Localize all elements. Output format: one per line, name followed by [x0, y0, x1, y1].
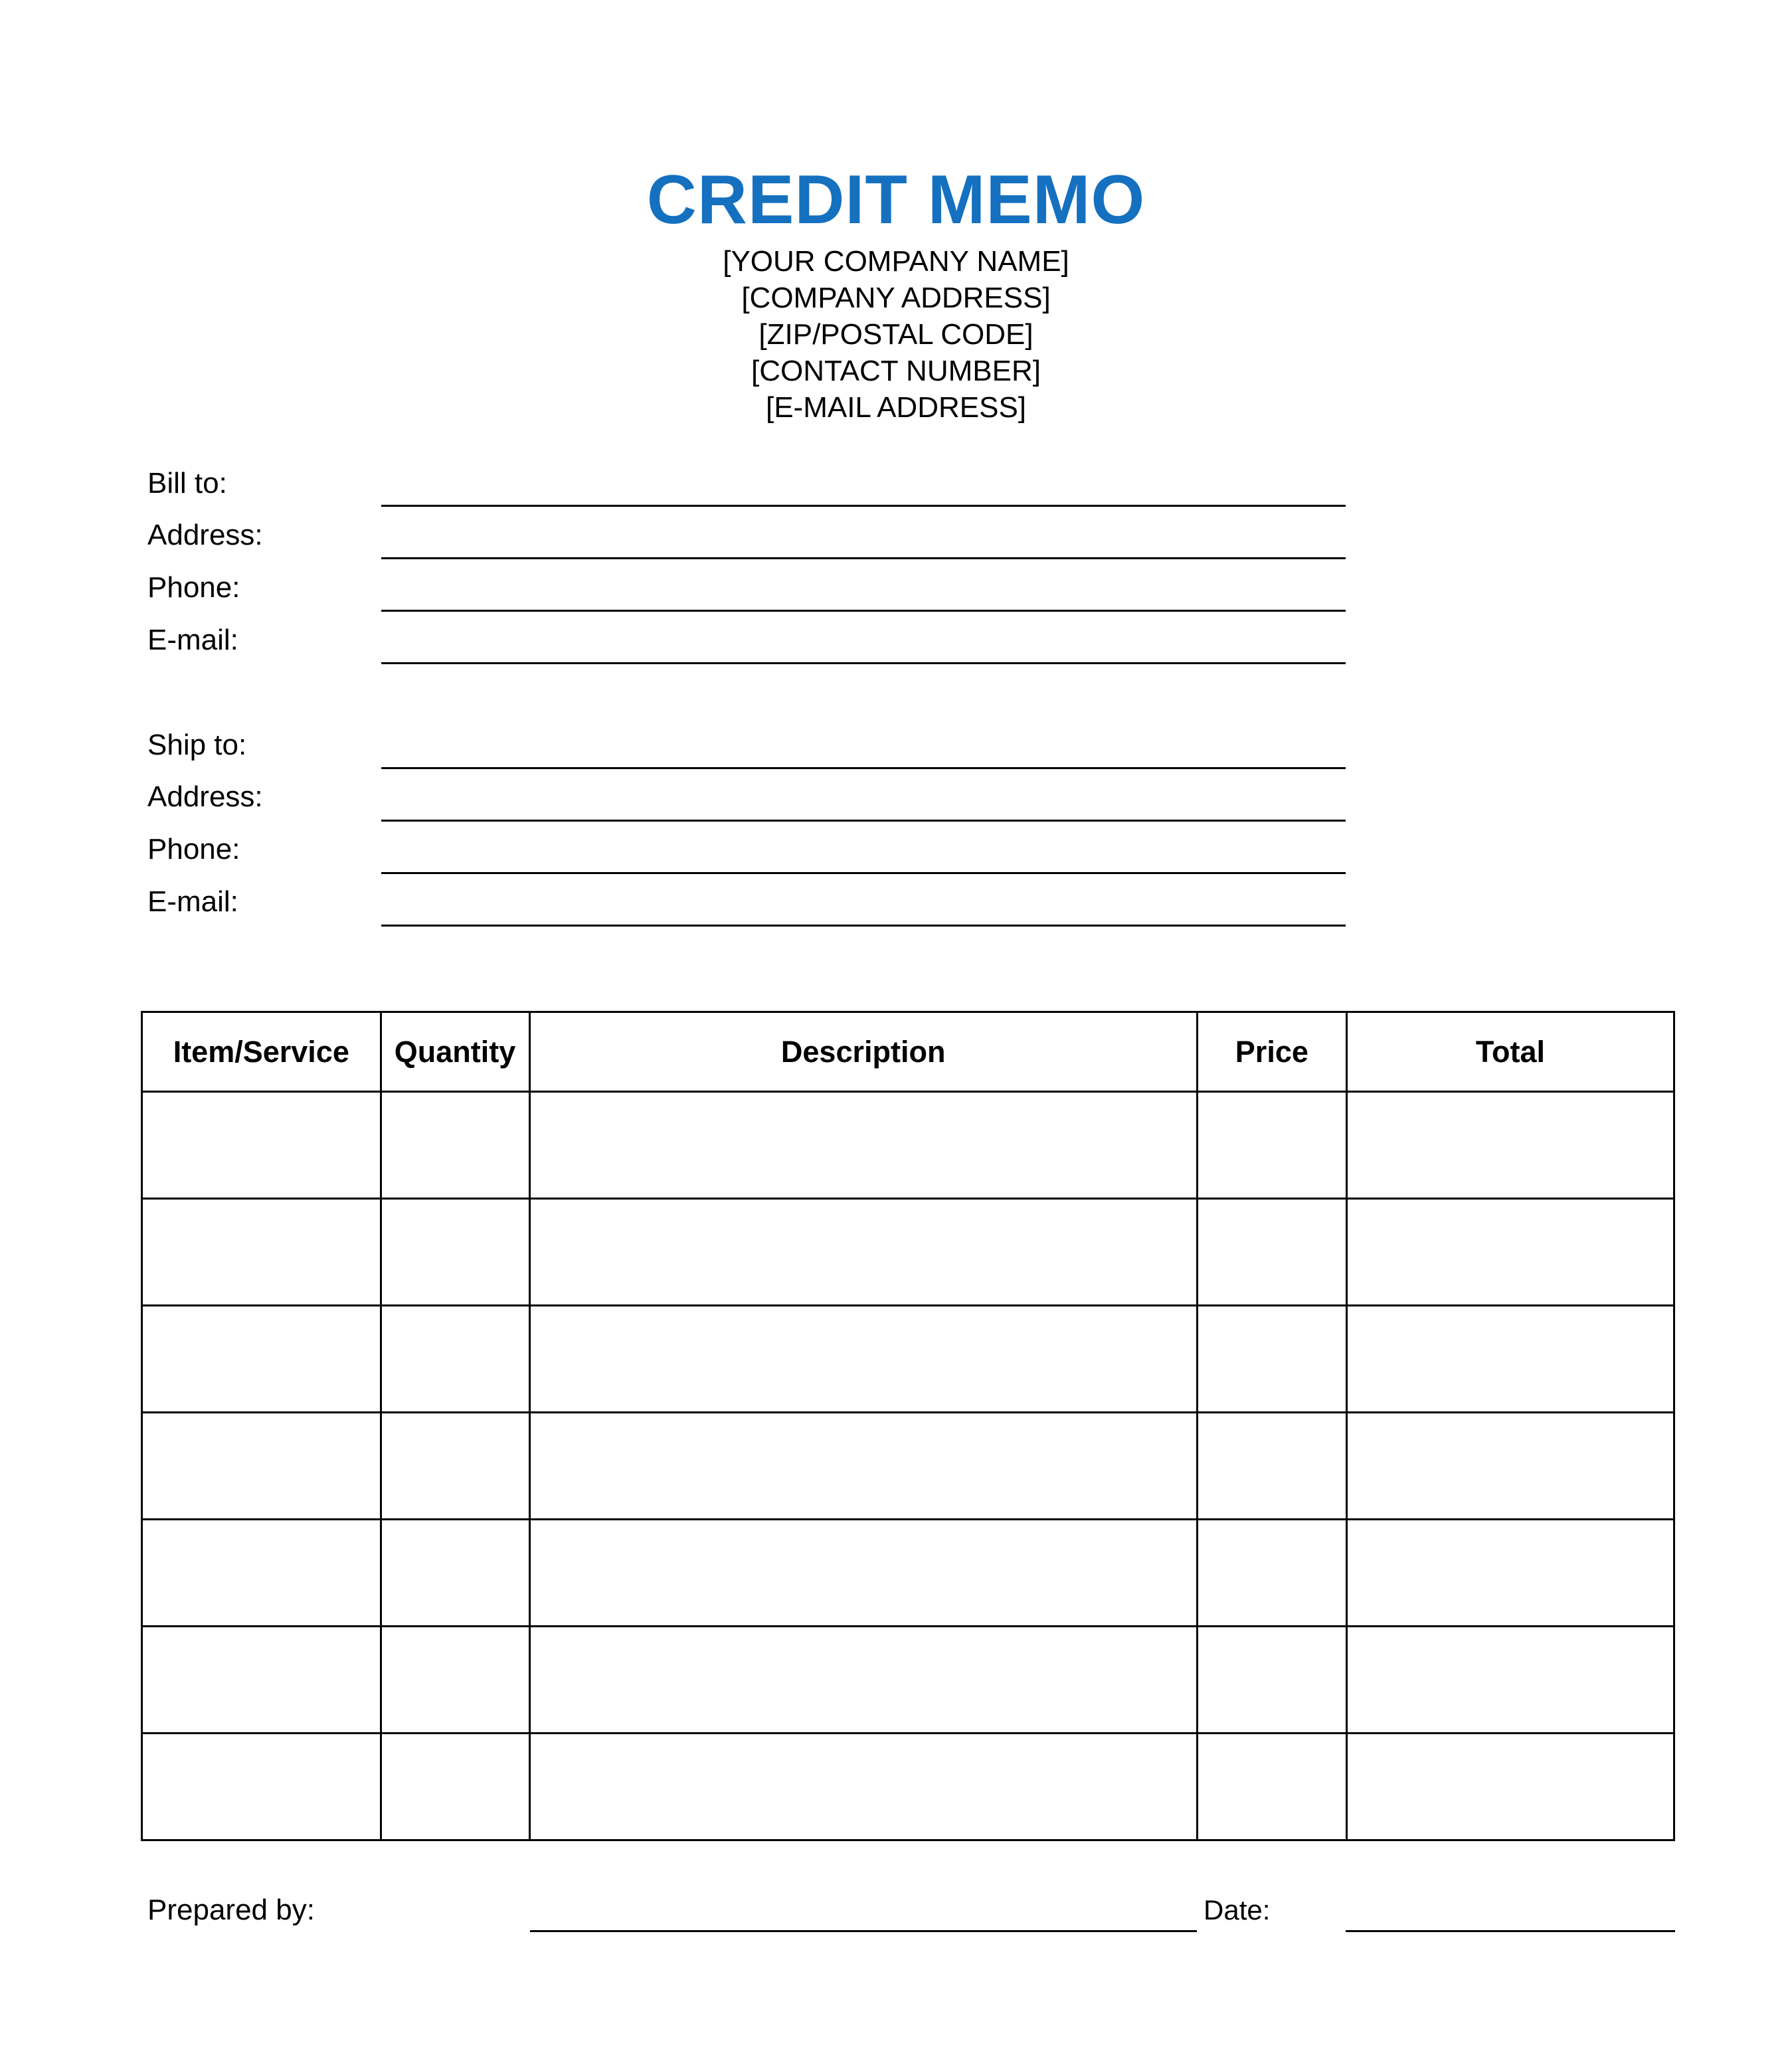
- table-cell-description[interactable]: [529, 1199, 1197, 1306]
- table-cell-item[interactable]: [142, 1199, 381, 1306]
- table-cell-quantity[interactable]: [381, 1413, 529, 1520]
- table-cell-description[interactable]: [529, 1520, 1197, 1627]
- table-cell-description[interactable]: [529, 1627, 1197, 1734]
- table-cell-quantity[interactable]: [381, 1306, 529, 1413]
- ship-email-field[interactable]: [381, 925, 1346, 927]
- table-cell-quantity[interactable]: [381, 1199, 529, 1306]
- ship-address-field[interactable]: [381, 820, 1346, 822]
- column-header-price: Price: [1197, 1012, 1346, 1092]
- table-cell-description[interactable]: [529, 1306, 1197, 1413]
- table-row: [142, 1413, 1674, 1520]
- document-header: [0, 157, 1792, 426]
- table-row: [142, 1092, 1674, 1199]
- table-cell-description[interactable]: [529, 1734, 1197, 1840]
- table-cell-price[interactable]: [1197, 1520, 1346, 1627]
- table-cell-price[interactable]: [1197, 1627, 1346, 1734]
- table-cell-total[interactable]: [1346, 1306, 1674, 1413]
- company-contact: [CONTACT NUMBER]: [751, 355, 1041, 387]
- table-cell-price[interactable]: [1197, 1092, 1346, 1199]
- table-cell-total[interactable]: [1346, 1092, 1674, 1199]
- table-cell-description[interactable]: [529, 1413, 1197, 1520]
- table-cell-item[interactable]: [142, 1734, 381, 1840]
- bill-address-label: Address:: [147, 519, 263, 551]
- company-name: [YOUR COMPANY NAME]: [723, 245, 1069, 278]
- prepared-by-label: Prepared by:: [147, 1894, 315, 1926]
- bill-email-label: E-mail:: [147, 624, 238, 656]
- company-email: [E-MAIL ADDRESS]: [765, 391, 1027, 424]
- table-cell-total[interactable]: [1346, 1520, 1674, 1627]
- ship-to-field[interactable]: [381, 767, 1346, 769]
- column-header-item: Item/Service: [142, 1012, 381, 1092]
- company-zip: [ZIP/POSTAL CODE]: [759, 318, 1033, 351]
- table-cell-quantity[interactable]: [381, 1627, 529, 1734]
- table-cell-total[interactable]: [1346, 1627, 1674, 1734]
- table-cell-description[interactable]: [529, 1092, 1197, 1199]
- column-header-description: Description: [529, 1012, 1197, 1092]
- table-cell-price[interactable]: [1197, 1199, 1346, 1306]
- ship-email-label: E-mail:: [147, 885, 238, 918]
- date-label: Date:: [1204, 1894, 1271, 1925]
- table-cell-item[interactable]: [142, 1092, 381, 1199]
- table-cell-item[interactable]: [142, 1627, 381, 1734]
- items-table: [141, 1011, 1675, 1841]
- table-cell-total[interactable]: [1346, 1734, 1674, 1840]
- bill-phone-field[interactable]: [381, 610, 1346, 612]
- company-address: [COMPANY ADDRESS]: [741, 282, 1051, 314]
- column-header-total: Total: [1346, 1012, 1674, 1092]
- bill-to-field[interactable]: [381, 505, 1346, 507]
- ship-to-label: Ship to:: [147, 729, 247, 761]
- ship-phone-label: Phone:: [147, 833, 240, 865]
- prepared-by-field[interactable]: [530, 1930, 1197, 1932]
- table-cell-quantity[interactable]: [381, 1092, 529, 1199]
- bill-email-field[interactable]: [381, 662, 1346, 664]
- date-field[interactable]: [1346, 1930, 1675, 1932]
- table-cell-quantity[interactable]: [381, 1520, 529, 1627]
- table-cell-price[interactable]: [1197, 1734, 1346, 1840]
- bill-phone-label: Phone:: [147, 571, 240, 604]
- table-row: [142, 1199, 1674, 1306]
- table-row: [142, 1627, 1674, 1734]
- table-cell-item[interactable]: [142, 1520, 381, 1627]
- table-cell-total[interactable]: [1346, 1413, 1674, 1520]
- table-row: [142, 1520, 1674, 1627]
- table-row: [142, 1306, 1674, 1413]
- ship-phone-field[interactable]: [381, 872, 1346, 874]
- ship-address-label: Address:: [147, 780, 263, 813]
- table-cell-price[interactable]: [1197, 1306, 1346, 1413]
- table-cell-item[interactable]: [142, 1306, 381, 1413]
- bill-to-label: Bill to:: [147, 467, 227, 499]
- bill-address-field[interactable]: [381, 557, 1346, 559]
- table-header-row: [142, 1012, 1674, 1092]
- table-cell-total[interactable]: [1346, 1199, 1674, 1306]
- column-header-quantity: Quantity: [381, 1012, 529, 1092]
- table-row: [142, 1734, 1674, 1840]
- table-cell-price[interactable]: [1197, 1413, 1346, 1520]
- table-cell-item[interactable]: [142, 1413, 381, 1520]
- page-title: CREDIT MEMO: [646, 161, 1146, 238]
- table-cell-quantity[interactable]: [381, 1734, 529, 1840]
